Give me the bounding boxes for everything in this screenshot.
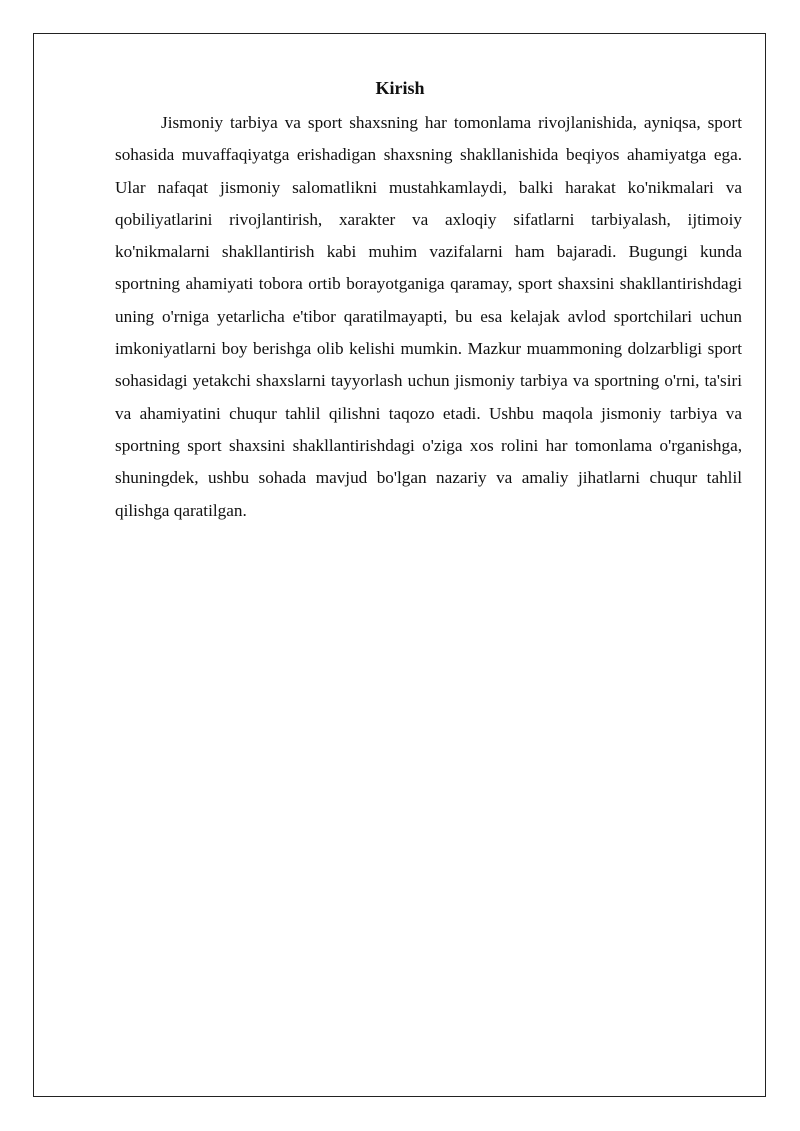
body-paragraph: Jismoniy tarbiya va sport shaxsning har tomonlama rivojlanishida, ayniqsa, sport sohasida muvaffaqiyatga erishadigan shaxsning shakllanishida beqiyos ahamiyatga ega. Ular nafaqat jismoniy salomatlikni mustahkamlaydi, balki harakat ko'nikmalari va qobiliyatlarini rivojlantirish, xarakter va axloqiy sifatlarni tarbiyalash, ijtimoiy ko'nikmalarni shakllantirish kabi muhim vazifalarni ham bajaradi. Bugungi kunda sportning ahamiyati tobora ortib borayotganiga qaramay, sport shaxsini shakllantirishdagi uning o'rniga yetarlicha e'tibor qaratilmayapti, bu esa kelajak avlod sportchilari uchun imkoniyatlarni boy berishga olib kelishi mumkin. Mazkur muammoning dolzarbligi sport sohasidagi yetakchi shaxslarni tayyorlash uchun jismoniy tarbiya va sportning o'rni, ta'siri va ahamiyatini chuqur tahlil qilishni taqozo etadi. Ushbu maqola jismoniy tarbiya va sportning sport shaxsini shakllantirishdagi o'ziga xos rolini har tomonlama o'rganishga, shuningdek, ushbu sohada mavjud bo'lgan nazariy va amaliy jihatlarni chuqur tahlil qilishga qaratilgan.	[115, 113, 742, 520]
section-heading: Kirish	[375, 78, 425, 98]
